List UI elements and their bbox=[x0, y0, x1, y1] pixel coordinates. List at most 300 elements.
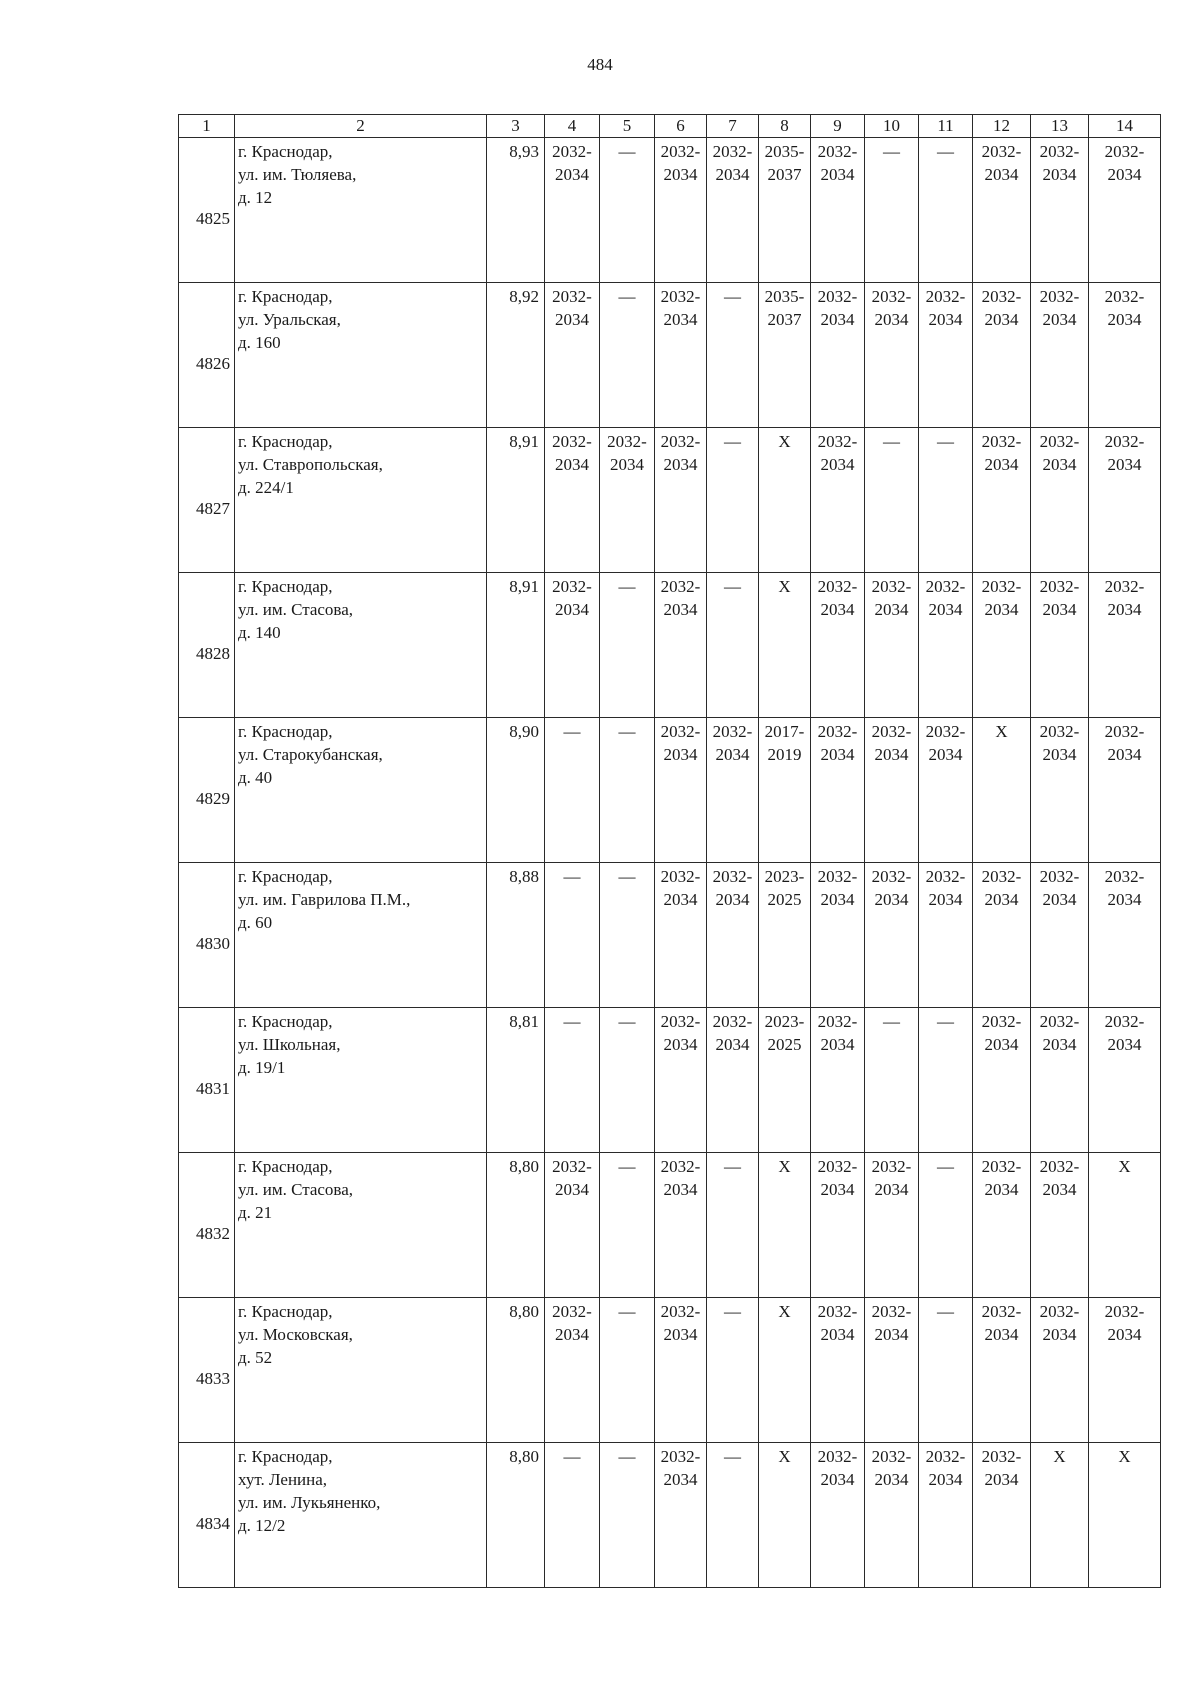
period-text: 2034 bbox=[984, 1180, 1019, 1199]
period-cell-col-10 bbox=[865, 138, 919, 283]
address-line: г. Краснодар, bbox=[238, 287, 333, 306]
address-line: ул. Школьная, bbox=[238, 1035, 341, 1054]
period-text: 2032- bbox=[871, 1157, 912, 1176]
period-cell-col-5 bbox=[600, 863, 655, 1008]
period-cell-col-5 bbox=[600, 283, 655, 428]
address-line: г. Краснодар, bbox=[238, 867, 333, 886]
period-text: 2034 bbox=[984, 890, 1019, 909]
period-cell-col-14 bbox=[1089, 1153, 1161, 1298]
period-cell-col-8 bbox=[759, 283, 811, 428]
period-cell-col-10 bbox=[865, 283, 919, 428]
row-number: 4834 bbox=[179, 1443, 235, 1588]
period-text: — bbox=[618, 287, 636, 306]
period-cell-col-10 bbox=[865, 1298, 919, 1443]
row-number: 4833 bbox=[179, 1298, 235, 1443]
period-cell-col-11 bbox=[919, 428, 973, 573]
period-text: 2034 bbox=[820, 1325, 855, 1344]
address-line: ул. им. Стасова, bbox=[238, 1180, 354, 1199]
period-text: 2034 bbox=[555, 1180, 589, 1199]
period-text: 2034 bbox=[663, 455, 698, 474]
period-cell-col-10 bbox=[865, 1443, 919, 1588]
period-cell-col-6 bbox=[655, 428, 707, 573]
period-text: 2034 bbox=[1042, 455, 1077, 474]
period-text: 2034 bbox=[874, 890, 909, 909]
period-text: 2032- bbox=[981, 1302, 1022, 1321]
address-line: г. Краснодар, bbox=[238, 577, 333, 596]
period-text: — bbox=[563, 867, 581, 886]
period-text: 2034 bbox=[663, 1035, 698, 1054]
period-text: 2034 bbox=[555, 455, 589, 474]
period-text: 2034 bbox=[820, 1470, 855, 1489]
period-cell-col-9 bbox=[811, 573, 865, 718]
period-cell-col-9 bbox=[811, 1153, 865, 1298]
period-text: — bbox=[618, 577, 636, 596]
period-cell-col-12 bbox=[973, 1008, 1031, 1153]
address-cell bbox=[235, 428, 487, 573]
address-line: г. Краснодар, bbox=[238, 432, 333, 451]
period-text: 2034 bbox=[1042, 600, 1077, 619]
period-cell-col-6 bbox=[655, 1443, 707, 1588]
period-text: 2032- bbox=[925, 722, 966, 741]
period-text: — bbox=[724, 1157, 741, 1176]
period-text: 2032- bbox=[925, 577, 966, 596]
period-cell-col-9 bbox=[811, 718, 865, 863]
period-text: 2032- bbox=[871, 1302, 912, 1321]
address-cell bbox=[235, 1298, 487, 1443]
period-text: 2034 bbox=[663, 890, 698, 909]
period-text: 2032- bbox=[817, 1302, 858, 1321]
period-text: — bbox=[724, 1447, 741, 1466]
table-body bbox=[179, 138, 1161, 1588]
address-line: г. Краснодар, bbox=[238, 722, 333, 741]
period-text: 2034 bbox=[1042, 1035, 1077, 1054]
period-text: 2032- bbox=[817, 1012, 858, 1031]
period-cell-col-14 bbox=[1089, 573, 1161, 718]
period-text: 2032- bbox=[712, 1012, 753, 1031]
period-cell-col-8 bbox=[759, 1153, 811, 1298]
period-text: 2032- bbox=[1039, 722, 1080, 741]
period-cell-col-8 bbox=[759, 1298, 811, 1443]
score-cell: 8,93 bbox=[487, 138, 545, 283]
period-text: 2034 bbox=[555, 1325, 589, 1344]
period-text: 2034 bbox=[874, 1470, 909, 1489]
period-cell-col-10 bbox=[865, 573, 919, 718]
column-header-12: 12 bbox=[973, 115, 1031, 138]
period-cell-col-5 bbox=[600, 1443, 655, 1588]
table-row bbox=[179, 718, 1161, 863]
period-cell-col-6 bbox=[655, 1298, 707, 1443]
period-text: 2017- bbox=[764, 722, 805, 741]
period-text: 2032- bbox=[660, 1157, 701, 1176]
address-line: д. 19/1 bbox=[238, 1058, 286, 1077]
period-text: 2034 bbox=[663, 165, 698, 184]
period-cell-col-9 bbox=[811, 1008, 865, 1153]
period-text: X bbox=[778, 432, 791, 451]
period-cell-col-14 bbox=[1089, 718, 1161, 863]
period-text: X bbox=[778, 1157, 791, 1176]
address-cell bbox=[235, 573, 487, 718]
period-text: 2034 bbox=[820, 1180, 855, 1199]
period-cell-col-5 bbox=[600, 573, 655, 718]
period-text: 2032- bbox=[1039, 577, 1080, 596]
period-cell-col-4 bbox=[545, 283, 600, 428]
period-text: 2032- bbox=[1039, 1012, 1080, 1031]
period-text: X bbox=[995, 722, 1008, 741]
address-line: д. 12/2 bbox=[238, 1516, 286, 1535]
period-text: 2034 bbox=[984, 165, 1019, 184]
period-cell-col-9 bbox=[811, 428, 865, 573]
period-text: 2032- bbox=[552, 1302, 592, 1321]
period-cell-col-13 bbox=[1031, 573, 1089, 718]
period-cell-col-12 bbox=[973, 1153, 1031, 1298]
period-cell-col-12 bbox=[973, 428, 1031, 573]
period-cell-col-6 bbox=[655, 138, 707, 283]
period-text: 2025 bbox=[767, 890, 802, 909]
period-cell-col-13 bbox=[1031, 428, 1089, 573]
period-cell-col-6 bbox=[655, 718, 707, 863]
address-cell bbox=[235, 283, 487, 428]
period-text: 2032- bbox=[817, 432, 858, 451]
period-text: 2034 bbox=[1107, 1035, 1142, 1054]
period-cell-col-4 bbox=[545, 1443, 600, 1588]
period-text: X bbox=[1053, 1447, 1066, 1466]
period-text: 2032- bbox=[712, 142, 753, 161]
period-text: 2032- bbox=[817, 867, 858, 886]
period-text: 2034 bbox=[555, 310, 589, 329]
period-text: — bbox=[618, 1012, 636, 1031]
score-cell: 8,90 bbox=[487, 718, 545, 863]
address-line: г. Краснодар, bbox=[238, 142, 333, 161]
period-cell-col-12 bbox=[973, 1443, 1031, 1588]
score-cell: 8,91 bbox=[487, 428, 545, 573]
period-text: 2025 bbox=[767, 1035, 802, 1054]
period-text: 2032- bbox=[925, 1447, 966, 1466]
period-cell-col-9 bbox=[811, 863, 865, 1008]
period-text: 2034 bbox=[984, 310, 1019, 329]
period-cell-col-5 bbox=[600, 138, 655, 283]
period-cell-col-6 bbox=[655, 863, 707, 1008]
address-line: г. Краснодар, bbox=[238, 1012, 333, 1031]
period-text: 2032- bbox=[660, 432, 701, 451]
period-cell-col-4 bbox=[545, 138, 600, 283]
period-text: 2034 bbox=[1107, 745, 1142, 764]
period-cell-col-7 bbox=[707, 573, 759, 718]
period-cell-col-6 bbox=[655, 1153, 707, 1298]
period-text: 2032- bbox=[660, 867, 701, 886]
period-cell-col-5 bbox=[600, 428, 655, 573]
period-text: 2034 bbox=[984, 1470, 1019, 1489]
period-text: 2032- bbox=[871, 722, 912, 741]
period-text: 2032- bbox=[552, 1157, 592, 1176]
column-header-2: 2 bbox=[235, 115, 487, 138]
row-number: 4825 bbox=[179, 138, 235, 283]
period-text: 2034 bbox=[1042, 1325, 1077, 1344]
period-text: X bbox=[1118, 1447, 1131, 1466]
period-text: 2032- bbox=[817, 287, 858, 306]
address-line: ул. им. Лукьяненко, bbox=[238, 1493, 381, 1512]
period-cell-col-5 bbox=[600, 1298, 655, 1443]
period-text: — bbox=[618, 867, 636, 886]
column-header-13: 13 bbox=[1031, 115, 1089, 138]
period-text: — bbox=[937, 1157, 954, 1176]
table-row bbox=[179, 1443, 1161, 1588]
period-cell-col-11 bbox=[919, 863, 973, 1008]
period-text: 2032- bbox=[1104, 432, 1145, 451]
period-cell-col-13 bbox=[1031, 1298, 1089, 1443]
period-text: 2034 bbox=[820, 890, 855, 909]
period-text: — bbox=[883, 142, 900, 161]
row-number: 4828 bbox=[179, 573, 235, 718]
period-cell-col-10 bbox=[865, 428, 919, 573]
period-text: 2034 bbox=[1042, 1180, 1077, 1199]
period-text: 2032- bbox=[660, 577, 701, 596]
period-text: 2034 bbox=[928, 1470, 963, 1489]
period-cell-col-14 bbox=[1089, 1008, 1161, 1153]
table-row bbox=[179, 138, 1161, 283]
period-cell-col-4 bbox=[545, 428, 600, 573]
period-text: 2034 bbox=[874, 600, 909, 619]
period-cell-col-11 bbox=[919, 718, 973, 863]
address-cell bbox=[235, 863, 487, 1008]
period-text: 2034 bbox=[984, 455, 1019, 474]
address-line: ул. им. Гаврилова П.М., bbox=[238, 890, 411, 909]
score-cell: 8,80 bbox=[487, 1443, 545, 1588]
table-row bbox=[179, 428, 1161, 573]
period-text: 2034 bbox=[715, 890, 750, 909]
address-cell bbox=[235, 1443, 487, 1588]
row-number: 4830 bbox=[179, 863, 235, 1008]
period-text: 2037 bbox=[767, 310, 802, 329]
period-text: — bbox=[618, 1302, 636, 1321]
period-text: 2034 bbox=[1042, 310, 1077, 329]
period-text: 2032- bbox=[817, 142, 858, 161]
table-row bbox=[179, 1153, 1161, 1298]
period-text: 2032- bbox=[871, 577, 912, 596]
period-text: 2023- bbox=[764, 1012, 805, 1031]
period-text: 2032- bbox=[981, 1012, 1022, 1031]
period-cell-col-4 bbox=[545, 1008, 600, 1153]
address-line: ул. Ставропольская, bbox=[238, 455, 383, 474]
table-row bbox=[179, 1298, 1161, 1443]
score-cell: 8,81 bbox=[487, 1008, 545, 1153]
period-text: — bbox=[883, 432, 900, 451]
period-text: 2034 bbox=[820, 455, 855, 474]
period-cell-col-11 bbox=[919, 283, 973, 428]
period-text: — bbox=[937, 432, 954, 451]
period-text: 2032- bbox=[1039, 287, 1080, 306]
period-text: — bbox=[724, 1302, 741, 1321]
row-number: 4829 bbox=[179, 718, 235, 863]
period-cell-col-13 bbox=[1031, 283, 1089, 428]
period-text: 2032- bbox=[981, 287, 1022, 306]
period-text: — bbox=[724, 287, 741, 306]
period-text: 2034 bbox=[984, 1035, 1019, 1054]
address-line: ул. Московская, bbox=[238, 1325, 353, 1344]
period-cell-col-8 bbox=[759, 428, 811, 573]
period-text: 2034 bbox=[984, 1325, 1019, 1344]
column-header-7: 7 bbox=[707, 115, 759, 138]
address-line: хут. Ленина, bbox=[238, 1470, 328, 1489]
period-cell-col-7 bbox=[707, 1298, 759, 1443]
period-text: 2032- bbox=[660, 1012, 701, 1031]
period-cell-col-13 bbox=[1031, 863, 1089, 1008]
period-cell-col-13 bbox=[1031, 138, 1089, 283]
address-line: г. Краснодар, bbox=[238, 1447, 333, 1466]
period-text: 2034 bbox=[610, 455, 644, 474]
period-text: 2034 bbox=[663, 600, 698, 619]
period-text: 2034 bbox=[820, 1035, 855, 1054]
address-line: д. 60 bbox=[238, 913, 273, 932]
row-number: 4831 bbox=[179, 1008, 235, 1153]
period-cell-col-7 bbox=[707, 1008, 759, 1153]
period-text: X bbox=[778, 1302, 791, 1321]
period-text: 2034 bbox=[1042, 890, 1077, 909]
period-text: 2032- bbox=[1104, 142, 1145, 161]
period-text: 2032- bbox=[817, 1447, 858, 1466]
period-cell-col-8 bbox=[759, 573, 811, 718]
period-cell-col-7 bbox=[707, 283, 759, 428]
period-cell-col-14 bbox=[1089, 138, 1161, 283]
period-text: X bbox=[1118, 1157, 1131, 1176]
period-text: 2032- bbox=[660, 1302, 701, 1321]
period-text: X bbox=[778, 577, 791, 596]
table-row bbox=[179, 573, 1161, 718]
period-cell-col-14 bbox=[1089, 428, 1161, 573]
period-text: — bbox=[563, 1012, 581, 1031]
period-text: 2034 bbox=[874, 1325, 909, 1344]
address-line: д. 140 bbox=[238, 623, 281, 642]
period-text: 2032- bbox=[981, 1157, 1022, 1176]
period-text: 2034 bbox=[874, 745, 909, 764]
score-cell: 8,80 bbox=[487, 1298, 545, 1443]
period-text: 2032- bbox=[871, 867, 912, 886]
period-cell-col-10 bbox=[865, 1008, 919, 1153]
period-text: 2034 bbox=[555, 600, 589, 619]
period-text: 2032- bbox=[817, 577, 858, 596]
period-text: 2034 bbox=[874, 310, 909, 329]
period-text: X bbox=[778, 1447, 791, 1466]
period-text: 2035- bbox=[764, 142, 805, 161]
address-line: ул. Старокубанская, bbox=[238, 745, 383, 764]
period-text: — bbox=[618, 722, 636, 741]
period-cell-col-4 bbox=[545, 863, 600, 1008]
period-cell-col-14 bbox=[1089, 1298, 1161, 1443]
period-text: 2032- bbox=[712, 722, 753, 741]
column-header-14: 14 bbox=[1089, 115, 1161, 138]
period-text: 2032- bbox=[660, 722, 701, 741]
table-row bbox=[179, 283, 1161, 428]
row-number: 4826 bbox=[179, 283, 235, 428]
period-text: 2032- bbox=[871, 1447, 912, 1466]
period-text: — bbox=[618, 1447, 636, 1466]
column-header-11: 11 bbox=[919, 115, 973, 138]
period-cell-col-5 bbox=[600, 1008, 655, 1153]
address-line: д. 21 bbox=[238, 1203, 273, 1222]
period-text: — bbox=[937, 1012, 954, 1031]
address-line: ул. им. Стасова, bbox=[238, 600, 354, 619]
column-header-10: 10 bbox=[865, 115, 919, 138]
period-text: 2034 bbox=[820, 310, 855, 329]
period-text: — bbox=[563, 1447, 581, 1466]
period-text: 2032- bbox=[660, 287, 701, 306]
period-cell-col-7 bbox=[707, 863, 759, 1008]
period-cell-col-4 bbox=[545, 1153, 600, 1298]
period-cell-col-8 bbox=[759, 138, 811, 283]
period-cell-col-7 bbox=[707, 138, 759, 283]
page-number: 484 bbox=[587, 55, 613, 74]
period-text: 2034 bbox=[715, 745, 750, 764]
period-cell-col-6 bbox=[655, 1008, 707, 1153]
period-cell-col-5 bbox=[600, 1153, 655, 1298]
period-text: 2034 bbox=[663, 1470, 698, 1489]
period-text: 2032- bbox=[712, 867, 753, 886]
period-cell-col-12 bbox=[973, 283, 1031, 428]
period-cell-col-10 bbox=[865, 863, 919, 1008]
period-text: 2034 bbox=[1107, 455, 1142, 474]
period-text: 2035- bbox=[764, 287, 805, 306]
period-text: 2034 bbox=[1042, 745, 1077, 764]
period-text: 2034 bbox=[928, 600, 963, 619]
row-number: 4827 bbox=[179, 428, 235, 573]
period-cell-col-7 bbox=[707, 1153, 759, 1298]
period-cell-col-4 bbox=[545, 1298, 600, 1443]
column-header-5: 5 bbox=[600, 115, 655, 138]
period-text: — bbox=[937, 142, 954, 161]
period-text: 2032- bbox=[1039, 432, 1080, 451]
period-text: 2032- bbox=[925, 287, 966, 306]
period-text: 2019 bbox=[767, 745, 802, 764]
period-text: 2034 bbox=[1107, 165, 1142, 184]
period-text: — bbox=[618, 1157, 636, 1176]
column-header-8: 8 bbox=[759, 115, 811, 138]
period-text: 2034 bbox=[1042, 165, 1077, 184]
period-cell-col-8 bbox=[759, 1443, 811, 1588]
period-cell-col-4 bbox=[545, 573, 600, 718]
period-text: 2034 bbox=[984, 600, 1019, 619]
address-line: г. Краснодар, bbox=[238, 1302, 333, 1321]
period-cell-col-11 bbox=[919, 138, 973, 283]
period-cell-col-12 bbox=[973, 1298, 1031, 1443]
score-cell: 8,88 bbox=[487, 863, 545, 1008]
period-text: 2034 bbox=[715, 1035, 750, 1054]
period-text: — bbox=[883, 1012, 900, 1031]
period-text: 2032- bbox=[607, 432, 647, 451]
period-cell-col-13 bbox=[1031, 1153, 1089, 1298]
period-cell-col-14 bbox=[1089, 1443, 1161, 1588]
address-line: д. 224/1 bbox=[238, 478, 294, 497]
period-text: 2032- bbox=[552, 432, 592, 451]
period-cell-col-11 bbox=[919, 1443, 973, 1588]
period-text: 2034 bbox=[874, 1180, 909, 1199]
period-text: 2034 bbox=[928, 310, 963, 329]
period-cell-col-11 bbox=[919, 1298, 973, 1443]
period-cell-col-12 bbox=[973, 863, 1031, 1008]
column-header-6: 6 bbox=[655, 115, 707, 138]
period-text: 2034 bbox=[663, 1325, 698, 1344]
period-text: 2034 bbox=[1107, 600, 1142, 619]
row-number: 4832 bbox=[179, 1153, 235, 1298]
period-text: 2034 bbox=[1107, 1325, 1142, 1344]
period-cell-col-9 bbox=[811, 1443, 865, 1588]
period-text: 2034 bbox=[820, 165, 855, 184]
period-cell-col-8 bbox=[759, 718, 811, 863]
period-text: 2034 bbox=[820, 600, 855, 619]
column-header-4: 4 bbox=[545, 115, 600, 138]
period-text: 2032- bbox=[981, 577, 1022, 596]
period-text: 2037 bbox=[767, 165, 802, 184]
period-text: 2034 bbox=[663, 310, 698, 329]
period-cell-col-9 bbox=[811, 1298, 865, 1443]
